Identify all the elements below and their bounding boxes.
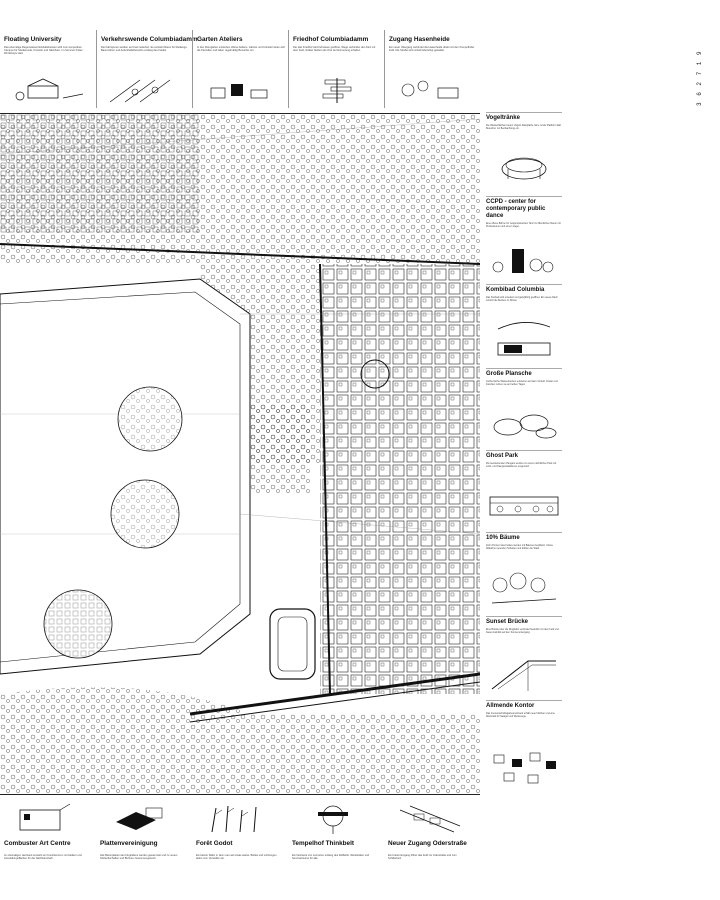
foret-sketch	[202, 802, 272, 836]
panel-title: Garten Ateliers	[197, 36, 243, 43]
panel-title: Zugang Hasenheide	[389, 36, 450, 43]
panel-title: Allmende Kontor	[486, 703, 535, 709]
panel-plattenvereinigung	[96, 800, 190, 900]
panel-allmende-kontor	[486, 700, 562, 796]
panel-text: Ein kleiner Wald, in dem man auf etwas wartet. Bänke und Lichtungen laden zum Verweilen ein.	[196, 854, 277, 861]
panel-title: Verkehrswende Columbiadamm	[101, 36, 198, 43]
panel-zugang-hasenheide	[384, 30, 480, 108]
signpost-sketch	[297, 76, 377, 104]
panel-text: Ein neuer Übergang verbindet die Hasenheide direkt mit dem Tempelhofer Feld. Die Straße wird verkehrsberuhigt gestaltet.	[389, 46, 475, 53]
combuster-sketch	[10, 802, 80, 836]
bottom-row-panels	[0, 800, 480, 900]
side-id-number: 3 6 2 7 1 9	[696, 49, 703, 106]
panel-text: Ein Netzwerk von Lernorten entlang des Rollfelds. Werkstätten und Seminarräume für alle.	[292, 854, 370, 861]
panel-text: Eine Brücke über die Ringbahn verbindet Neukölln mit dem Feld und bietet Ausblick auf den Sonnenuntergang.	[486, 628, 559, 634]
panel-title: Neuer Zugang Oderstraße	[388, 840, 467, 847]
plansche-sketch	[488, 407, 560, 443]
panel-title: Tempelhof Thinkbelt	[292, 840, 355, 847]
kombibad-sketch	[488, 315, 560, 361]
panel-title: CCPD - center for contemporary public dance	[486, 199, 546, 219]
panel-vogeltraenke	[486, 112, 562, 192]
ccpd-sketch	[488, 243, 560, 277]
panel-title: Friedhof Columbiadamm	[293, 36, 369, 43]
trees-sketch	[488, 569, 560, 609]
panel-kombibad	[486, 284, 562, 364]
panel-combuster	[0, 800, 94, 900]
kontor-sketch	[488, 741, 560, 791]
panel-garten-ateliers	[192, 30, 286, 108]
ghost-park-sketch	[488, 491, 560, 521]
panel-text: In den Kleingärten entstehen offene Ateliers. Gärtner und Künstler teilen sich die Parzellen und laden regelmäßig Besucher ein.	[197, 46, 286, 53]
bridge-sketch	[488, 651, 560, 693]
panel-thinkbelt	[288, 800, 382, 900]
panel-text: Das Freibad wird erweitert und ganzjährig geöffnet. Ein neues Dach schützt die Becken im Winter.	[486, 296, 558, 302]
panel-text: Große flache Wasserbecken entstehen auf dem Vorfeld. Kinder und Familien nutzen sie an heißen Tagen.	[486, 380, 558, 386]
vogeltraenke-sketch	[488, 147, 560, 187]
panel-baeume	[486, 532, 562, 612]
panel-text: Eine offene Bühne für zeitgenössischen Tanz im öffentlichen Raum mit Proberäumen und einem Lager.	[486, 222, 561, 228]
panel-verkehrswende	[96, 30, 198, 108]
panel-sunset-bruecke	[486, 616, 562, 696]
panel-title: Ghost Park	[486, 453, 519, 459]
entrance-sketch	[393, 76, 473, 104]
panel-text: Das ehemalige Regenwasserrückhaltebecken wird zum temporären Campus für Studierende, Künstler und Nachbarn. Im Sommer finden Workshops statt.	[4, 46, 83, 56]
panel-ghost-park	[486, 450, 562, 528]
panel-text: Zehn Prozent des Feldes werden mit Bäumen bepflanzt. Kleine Wäldchen spenden Schatten und kühlen die Stadt.	[486, 544, 553, 550]
panel-ccpd	[486, 196, 562, 280]
panel-text: Ein breiter Eingang öffnet das Feld zur Oderstraße und zum Schillerkiez.	[388, 854, 457, 861]
panel-title: Vogeltränke	[486, 115, 520, 121]
panel-title: Floating University	[4, 36, 62, 43]
panel-text: Alte Betonplatten des Flughafens werden gesammelt und zu neuen Sitzlandschaften und Bühnen zusammengesetzt.	[100, 854, 178, 861]
panel-title: Combuster Art Centre	[4, 840, 71, 847]
panel-title: Kombibad Columbia	[486, 287, 545, 293]
top-row-panels	[0, 30, 480, 108]
right-panels	[480, 30, 564, 800]
platten-sketch	[106, 802, 176, 836]
panel-grosse-plansche	[486, 368, 562, 446]
panel-title: Plattenvereinigung	[100, 840, 158, 847]
panel-title: Sunset Brücke	[486, 619, 529, 625]
panel-foret-godot	[192, 800, 286, 900]
panel-oderstrasse	[384, 800, 480, 900]
panel-text: Das Gemeinschaftsgartennetzwerk erhält neue Flächen und eine Werkstatt für Saatgut und Werkzeuge.	[486, 712, 555, 718]
site-map	[0, 113, 480, 795]
panel-text: Der alte Friedhof wird behutsam geöffnet. Wege verbinden den Kiez mit dem Feld, Gräber bleiben als Orte der Erinnerung erhalten.	[293, 46, 376, 53]
panel-text: Die leerstehenden Hangars werden zu einem nächtlichen Park mit Licht- und Klanginstallationen umgenutzt.	[486, 462, 557, 468]
panel-floating-university	[0, 30, 90, 108]
floating-university-sketch	[8, 76, 88, 104]
street-sketch	[105, 76, 185, 104]
map-drawing	[0, 114, 480, 794]
panel-text: Die Wasserflächen bieten Vögeln Rastplätze. Eine runde Plattform lädt Besucher zur Beobachtung ein.	[486, 124, 561, 130]
panel-title: Große Plansche	[486, 371, 532, 377]
panel-friedhof	[288, 30, 380, 108]
oderstrasse-sketch	[394, 802, 464, 836]
thinkbelt-sketch	[298, 802, 368, 836]
panel-text: Im ehemaligen Heizwerk entsteht ein Kunstzentrum mit Ateliers und Ausstellungsflächen für die Nachbarschaft.	[4, 854, 82, 861]
panel-title: Forêt Godot	[196, 840, 233, 847]
garden-sketch	[201, 76, 281, 104]
panel-text: Die Fahrspuren werden auf zwei reduziert. Es entsteht Raum für Radwege, Baumreihen und Aufenthaltsbereiche entlang des Feldes.	[101, 46, 188, 53]
panel-title: 10% Bäume	[486, 535, 520, 541]
